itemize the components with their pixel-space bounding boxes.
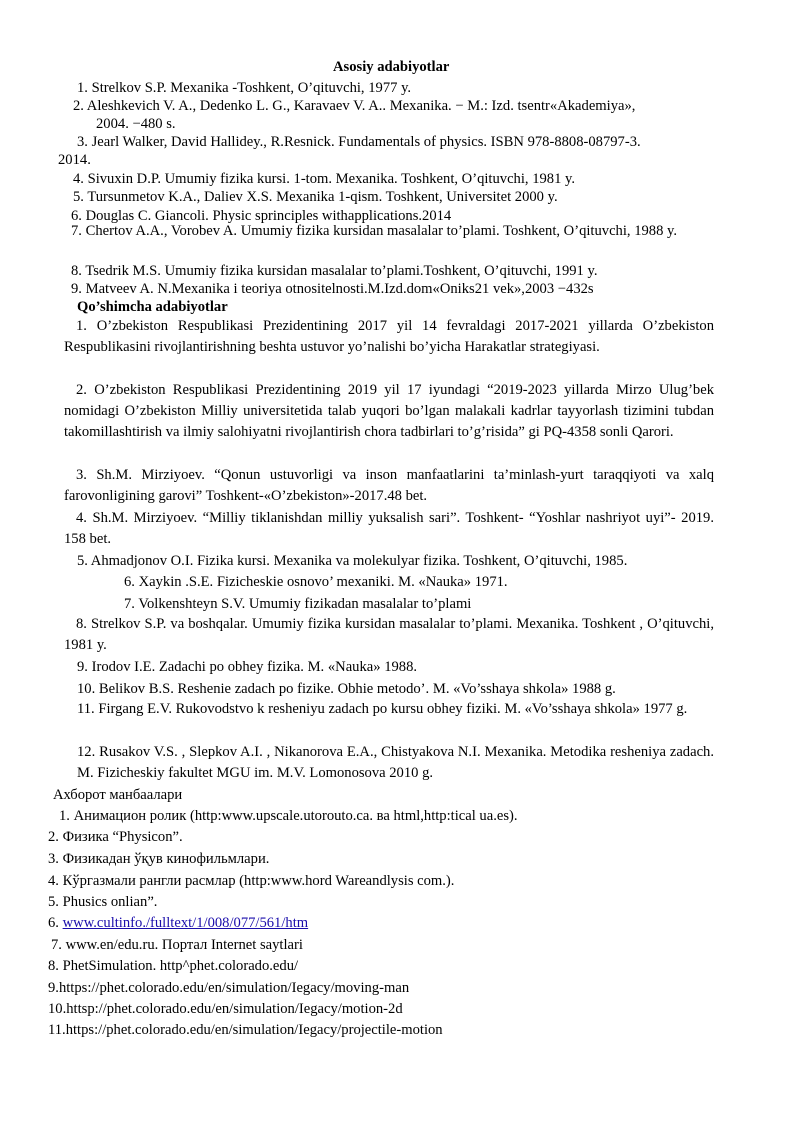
main-ref-9: 9. Matveev A. N.Mexanika i teoriya otnositelnosti.M.Izd.dom«Oniks21 vek»,2003 −432s bbox=[71, 281, 594, 297]
main-ref-2b: 2004. −480 s. bbox=[96, 116, 176, 132]
info-source-3: 3. Физикадан ўқув кинофильмлари. bbox=[48, 851, 270, 867]
cultinfo-link[interactable]: www.cultinfo./fulltext/1/008/077/561/htm bbox=[62, 915, 309, 931]
main-ref-6: 6. Douglas C. Giancoli. Physic sprinciples withapplications.2014 bbox=[71, 208, 452, 224]
main-ref-4: 4. Sivuxin D.P. Umumiy fizika kursi. 1-tom. Mexanika. Toshkent, O’qituvchi, 1981 y. bbox=[73, 171, 576, 187]
add-ref-9: 9. Irodov I.E. Zadachi po obhey fizika. M. «Nauka» 1988. bbox=[77, 659, 418, 675]
info-source-9: 9.https://phet.colorado.edu/en/simulation/Iegacy/moving-man bbox=[48, 980, 410, 996]
add-ref-11: 11. Firgang E.V. Rukovodstvo k resheniyu zadach po kursu obhey fiziki. M. «Vo’sshaya shkola» 1977 g. bbox=[77, 701, 688, 717]
main-ref-3b: 2014. bbox=[58, 152, 91, 168]
info-source-2: 2. Физика “Physicon”. bbox=[48, 829, 183, 845]
add-ref-1: 1. O’zbekiston Respublikasi Prezidentining 2017 yil 14 fevraldagi 2017-2021 yillarda O’zbekiston Respublikasini rivojlantirishning beshta ustuvor yo’nalishi bo’yicha Harakatlar strategiyasi. bbox=[64, 318, 714, 355]
add-ref-2: 2. O’zbekiston Respublikasi Prezidentining 2019 yil 17 iyundagi “2019-2023 yillarda Mirzo Ulug’bek nomidagi O’zbekiston Milliy universitetida talab yuqori bo’lgan malakali kadrlar tayyorlash tizimini tubdan takomillashtirish va ilmiy salohiyatni rivojlantirish chora tadbirlari to’g’risida” gi PQ-4358 sonli Qarori. bbox=[64, 382, 714, 440]
add-ref-4: 4. Sh.M. Mirziyoev. “Milliy tiklanishdan milliy yuksalish sari”. Toshkent- “Yoshlar nashriyot uyi”- 2019. 158 bet. bbox=[64, 510, 714, 547]
info-source-10: 10.httsp://phet.colorado.edu/en/simulation/Iegacy/motion-2d bbox=[48, 1001, 403, 1017]
add-ref-10: 10. Belikov B.S. Reshenie zadach po fizike. Obhie metodo’. M. «Vo’sshaya shkola» 1988 g. bbox=[77, 681, 616, 697]
add-ref-3: 3. Sh.M. Mirziyoev. “Qonun ustuvorligi va inson manfaatlarini ta’minlash-yurt taraqqiyoti va xalq farovonligining garovi” Toshkent-«O’zbekiston»-2017.48 bet. bbox=[64, 467, 714, 504]
info-source-5: 5. Phusics onlian”. bbox=[48, 894, 158, 910]
info-source-7: 7. www.en/edu.ru. Портал Internet saytlari bbox=[51, 937, 303, 953]
add-ref-8: 8. Strelkov S.P. va boshqalar. Umumiy fizika kursidan masalalar to’plami. Mexanika. Toshkent , O’qituvchi, 1981 y. bbox=[64, 616, 714, 653]
main-ref-5: 5. Tursunmetov K.A., Daliev X.S. Mexanika 1-qism. Toshkent, Universitet 2000 y. bbox=[73, 189, 558, 205]
add-ref-12: 12. Rusakov V.S. , Slepkov A.I. , Nikanorova E.A., Chistyakova N.I. Mexanika. Metodika resheniya zadach. M. Fizicheskiy fakultet MGU im. M.V. Lomonosova 2010 g. bbox=[77, 744, 714, 781]
main-ref-2a: 2. Aleshkevich V. A., Dedenko L. G., Karavaev V. A.. Mexanika. − M.: Izd. tsentr«Akademiya», bbox=[73, 98, 636, 114]
info-source-6 bbox=[48, 914, 308, 932]
info-source-6-number: 6. bbox=[48, 915, 59, 931]
info-source-8: 8. PhetSimulation. http^phet.colorado.edu/ bbox=[48, 958, 299, 974]
info-sources-heading: Ахборот манбаалари bbox=[53, 787, 183, 803]
add-ref-5: 5. Ahmadjonov O.I. Fizika kursi. Mexanika va molekulyar fizika. Toshkent, O’qituvchi, 1985. bbox=[77, 553, 628, 569]
main-ref-8: 8. Tsedrik M.S. Umumiy fizika kursidan masalalar to’plami.Toshkent, O’qituvchi, 1991 y. bbox=[71, 263, 598, 279]
additional-references-heading: Qo’shimcha adabiyotlar bbox=[77, 299, 228, 315]
info-source-11: 11.https://phet.colorado.edu/en/simulation/Iegacy/projectile-motion bbox=[48, 1022, 443, 1038]
info-source-4: 4. Кўргазмали рангли расмлар (http:www.hord Wareandlysis com.). bbox=[48, 873, 455, 889]
info-source-1: 1. Анимацион ролик (http:www.upscale.utorouto.ca. ва html,http:tical ua.es). bbox=[59, 808, 518, 824]
main-ref-7: 7. Chertov A.A., Vorobev A. Umumiy fizika kursidan masalalar to’plami. Toshkent, O’qituvchi, 1988 y. bbox=[71, 223, 678, 239]
add-ref-6: 6. Xaykin .S.E. Fizicheskie osnovo’ mexaniki. M. «Nauka» 1971. bbox=[124, 574, 508, 590]
add-ref-7: 7. Volkenshteyn S.V. Umumiy fizikadan masalalar to’plami bbox=[124, 596, 472, 612]
main-references-heading: Asosiy adabiyotlar bbox=[333, 59, 450, 75]
main-ref-1: 1. Strelkov S.P. Mexanika -Toshkent, O’qituvchi, 1977 y. bbox=[77, 80, 412, 96]
main-ref-3a: 3. Jearl Walker, David Hallidey., R.Resnick. Fundamentals of physics. ISBN 978-8808-08797-3. bbox=[77, 134, 641, 150]
